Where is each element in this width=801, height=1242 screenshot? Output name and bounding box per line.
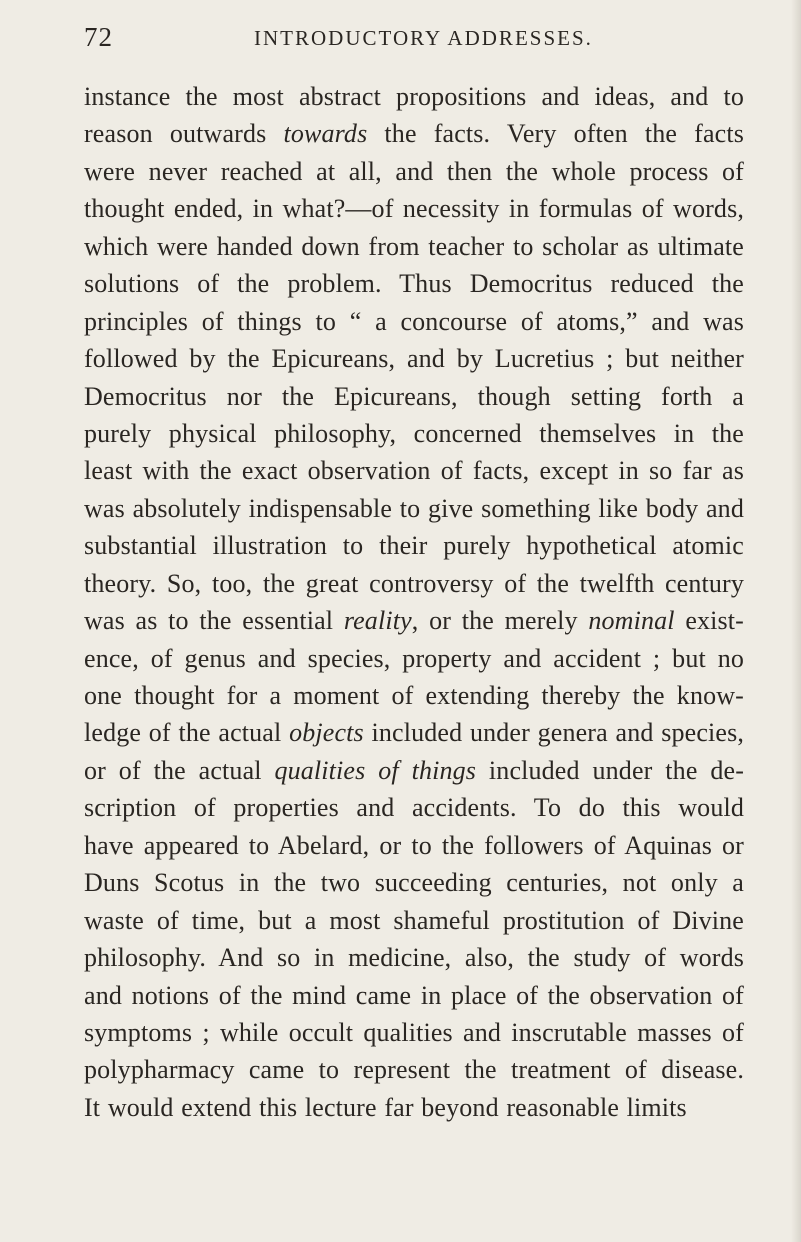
text-segment: Duns Scotus in the two succeeding centuries, not only a bbox=[84, 868, 744, 898]
text-line bbox=[84, 864, 744, 901]
text-segment: have appeared to Abelard, or to the followers of Aquinas or bbox=[84, 830, 744, 860]
italic-text: towards bbox=[283, 119, 368, 149]
text-line bbox=[84, 1051, 744, 1088]
text-line bbox=[84, 752, 744, 789]
text-segment: thought ended, in what?—of necessity in formulas of words, bbox=[84, 194, 744, 224]
text-line bbox=[84, 565, 744, 602]
page-number: 72 bbox=[84, 22, 113, 52]
text-segment: followed by the Epicureans, and by Lucretius ; but neither bbox=[84, 344, 744, 374]
text-segment: ence, of genus and species, property and accident ; but no bbox=[84, 643, 744, 673]
text-segment: was absolutely indispensable to give something like body and bbox=[84, 493, 744, 523]
text-line bbox=[84, 714, 744, 751]
text-segment: one thought for a moment of extending thereby the know- bbox=[84, 681, 744, 710]
text-segment: theory. So, too, the great controversy of the twelfth century bbox=[84, 568, 744, 598]
text-segment: scription of properties and accidents. To do this would bbox=[84, 793, 744, 823]
text-line bbox=[84, 977, 744, 1014]
text-line bbox=[84, 265, 744, 302]
page-edge-shadow bbox=[791, 0, 801, 1242]
text-line bbox=[84, 115, 744, 152]
text-line bbox=[84, 640, 744, 677]
text-line bbox=[84, 939, 744, 976]
text-line bbox=[84, 452, 744, 489]
text-segment: , or the merely bbox=[411, 606, 589, 636]
text-segment: or of the actual bbox=[84, 755, 275, 785]
text-segment: ledge of the actual bbox=[84, 718, 290, 748]
text-line bbox=[84, 190, 744, 227]
text-segment: which were handed down from teacher to scholar as ultimate bbox=[84, 231, 744, 261]
text-segment: principles of things to “ a concourse of atoms,” and was bbox=[84, 306, 744, 336]
italic-text: qualities of things bbox=[274, 755, 477, 785]
text-segment: least with the exact observation of facts, except in so far as bbox=[84, 456, 744, 486]
text-segment: reason outwards bbox=[84, 119, 284, 149]
italic-text: nominal bbox=[588, 606, 675, 636]
text-line bbox=[84, 78, 744, 115]
text-segment: It would extend this lecture far beyond reasonable limits bbox=[84, 1092, 687, 1122]
text-line bbox=[84, 415, 744, 452]
text-line bbox=[84, 902, 744, 939]
text-segment: was as to the essential bbox=[84, 606, 344, 636]
text-line bbox=[84, 340, 744, 377]
text-segment: instance the most abstract propositions and ideas, and to bbox=[84, 82, 744, 111]
body-text bbox=[84, 78, 744, 1126]
text-segment: included under the de- bbox=[476, 755, 744, 785]
running-head: INTRODUCTORY ADDRESSES. bbox=[254, 26, 593, 50]
text-segment: solutions of the problem. Thus Democritus reduced the bbox=[84, 269, 744, 299]
text-line bbox=[84, 527, 744, 564]
italic-text: objects bbox=[289, 718, 364, 748]
text-line bbox=[84, 789, 744, 826]
text-line bbox=[84, 1089, 744, 1126]
text-segment: philosophy. And so in medicine, also, the study of words bbox=[84, 943, 744, 973]
text-segment: waste of time, but a most shameful prostitution of Divine bbox=[84, 905, 744, 935]
text-line bbox=[84, 827, 744, 864]
text-segment: and notions of the mind came in place of the observation of bbox=[84, 980, 744, 1010]
text-segment: purely physical philosophy, concerned themselves in the bbox=[84, 418, 744, 448]
text-line bbox=[84, 677, 744, 714]
text-segment: included under genera and species, bbox=[363, 718, 745, 748]
text-segment: the facts. Very often the facts bbox=[367, 119, 744, 149]
text-line bbox=[84, 1014, 744, 1051]
text-line bbox=[84, 303, 744, 340]
text-line bbox=[84, 153, 744, 190]
text-segment: polypharmacy came to represent the treatment of disease. bbox=[84, 1055, 744, 1085]
text-segment: symptoms ; while occult qualities and inscrutable masses of bbox=[84, 1017, 744, 1047]
text-segment: Democritus nor the Epicureans, though setting forth a bbox=[84, 381, 744, 411]
text-line bbox=[84, 602, 744, 639]
text-line bbox=[84, 228, 744, 265]
text-segment: exist- bbox=[674, 606, 744, 636]
page-header bbox=[84, 22, 744, 56]
text-line bbox=[84, 378, 744, 415]
italic-text: reality bbox=[343, 606, 412, 636]
text-line bbox=[84, 490, 744, 527]
text-segment: were never reached at all, and then the whole process of bbox=[84, 156, 744, 186]
text-segment: substantial illustration to their purely hypothetical atomic bbox=[84, 531, 744, 561]
